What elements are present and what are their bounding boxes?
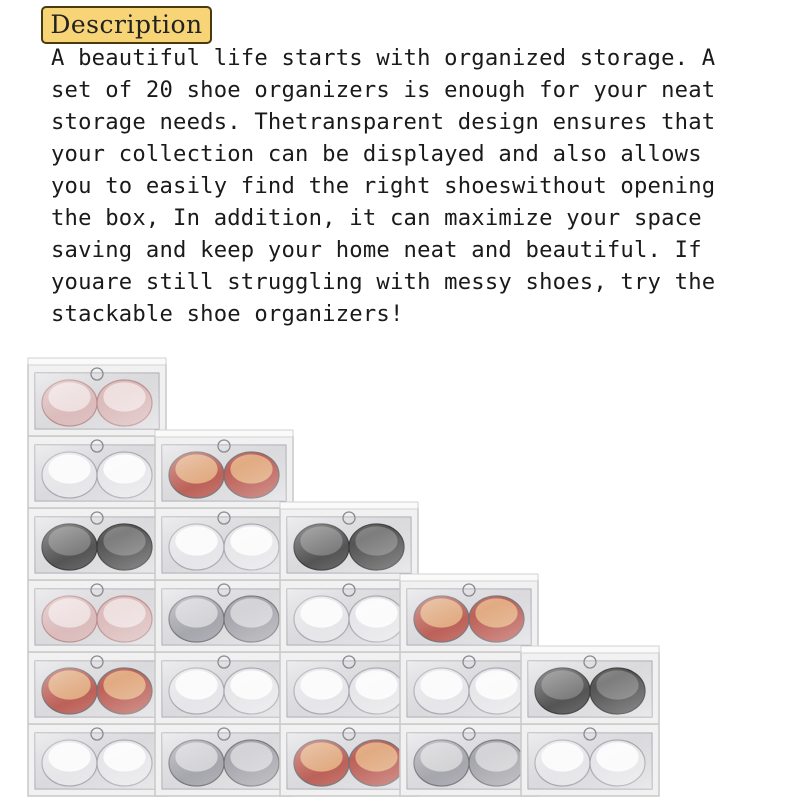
box-door-glare	[287, 733, 411, 789]
shoe-box	[155, 508, 293, 580]
box-door-glare	[162, 733, 286, 789]
box-lid	[280, 502, 418, 509]
box-door-glare	[35, 661, 159, 717]
box-door-glare	[407, 589, 531, 645]
box-door-glare	[528, 661, 652, 717]
box-door-glare	[407, 733, 531, 789]
description-line: you to easily find the right shoeswithout opening	[51, 173, 716, 199]
box-door-glare	[287, 589, 411, 645]
shoe-box	[155, 436, 293, 508]
shoe-box	[400, 724, 538, 796]
box-door-glare	[287, 661, 411, 717]
box-lid	[521, 646, 659, 653]
shoe-box	[400, 580, 538, 652]
description-line: set of 20 shoe organizers is enough for your neat	[51, 77, 716, 103]
box-door-glare	[35, 589, 159, 645]
shoe-box	[400, 652, 538, 724]
description-line: stackable shoe organizers!	[51, 301, 404, 327]
box-door-glare	[35, 373, 159, 429]
shoe-box	[155, 652, 293, 724]
box-lid	[28, 358, 166, 365]
shoe-box	[280, 580, 418, 652]
shoe-box	[521, 652, 659, 724]
box-door-glare	[35, 445, 159, 501]
box-door-glare	[162, 445, 286, 501]
shoe-box	[28, 364, 166, 436]
description-line: A beautiful life starts with organized storage. A	[51, 45, 716, 71]
box-door-glare	[162, 589, 286, 645]
description-line: your collection can be displayed and also allows	[51, 141, 702, 167]
shoe-box	[155, 580, 293, 652]
box-door-glare	[287, 517, 411, 573]
box-door-glare	[528, 733, 652, 789]
box-door-glare	[407, 661, 531, 717]
description-line: saving and keep your home neat and beautiful. If	[51, 237, 702, 263]
description-heading: Description	[50, 10, 203, 39]
shoe-box	[280, 652, 418, 724]
box-door-glare	[162, 517, 286, 573]
shoe-box	[28, 436, 166, 508]
box-door-glare	[35, 517, 159, 573]
shoe-box	[155, 724, 293, 796]
box-door-glare	[35, 733, 159, 789]
shoe-box	[28, 508, 166, 580]
shoe-box	[280, 724, 418, 796]
description-line: storage needs. Thetransparent design ensures that	[51, 109, 716, 135]
description-line: youare still struggling with messy shoes, try the	[51, 269, 716, 295]
shoe-box	[521, 724, 659, 796]
box-lid	[155, 430, 293, 437]
box-lid	[400, 574, 538, 581]
shoe-box	[28, 580, 166, 652]
shoe-box	[280, 508, 418, 580]
box-door-glare	[162, 661, 286, 717]
description-line: the box, In addition, it can maximize your space	[51, 205, 702, 231]
shoe-box	[28, 724, 166, 796]
shoe-box	[28, 652, 166, 724]
